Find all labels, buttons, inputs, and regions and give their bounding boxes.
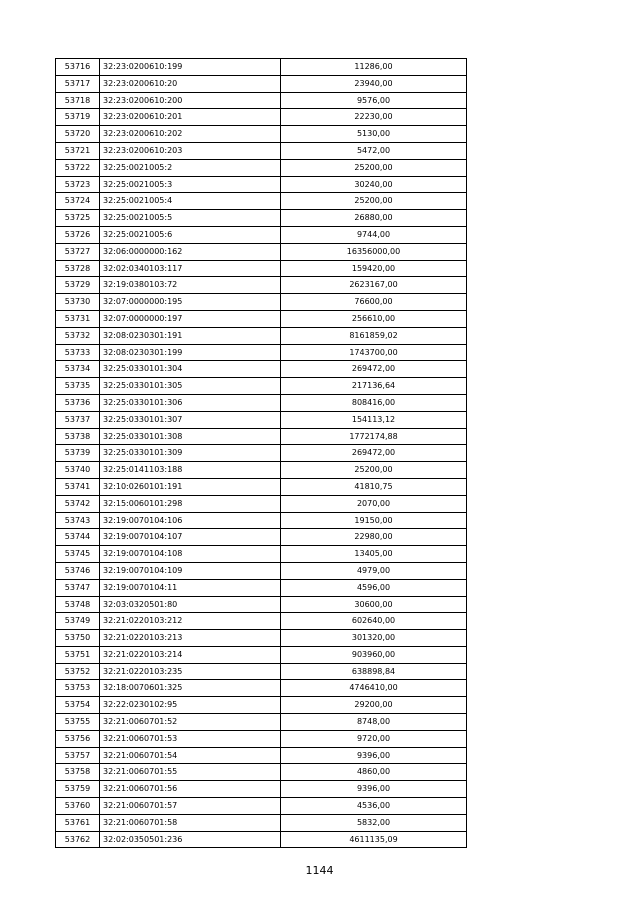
cadastral-number: 32:21:0060701:58	[100, 814, 281, 831]
cadastral-value: 269472,00	[281, 361, 467, 378]
row-number: 53755	[56, 714, 100, 731]
cadastral-number: 32:23:0200610:199	[100, 59, 281, 76]
cadastral-value: 23940,00	[281, 75, 467, 92]
row-number: 53731	[56, 310, 100, 327]
row-number: 53757	[56, 747, 100, 764]
row-number: 53739	[56, 445, 100, 462]
cadastral-number: 32:25:0021005:5	[100, 210, 281, 227]
row-number: 53748	[56, 596, 100, 613]
cadastral-value: 154113,12	[281, 411, 467, 428]
row-number: 53756	[56, 730, 100, 747]
cadastral-number: 32:25:0021005:2	[100, 159, 281, 176]
cadastral-number: 32:25:0330101:305	[100, 378, 281, 395]
cadastral-value: 4979,00	[281, 562, 467, 579]
table-row	[56, 159, 467, 176]
table-row	[56, 210, 467, 227]
cadastral-number: 32:07:0000000:197	[100, 310, 281, 327]
cadastral-value: 301320,00	[281, 630, 467, 647]
cadastral-value: 8748,00	[281, 714, 467, 731]
cadastral-number: 32:21:0060701:53	[100, 730, 281, 747]
cadastral-number: 32:23:0200610:20	[100, 75, 281, 92]
row-number: 53717	[56, 75, 100, 92]
cadastral-number: 32:08:0230301:191	[100, 327, 281, 344]
cadastral-value: 903960,00	[281, 646, 467, 663]
table-row	[56, 562, 467, 579]
cadastral-value: 11286,00	[281, 59, 467, 76]
row-number: 53724	[56, 193, 100, 210]
cadastral-value: 602640,00	[281, 613, 467, 630]
table-row	[56, 680, 467, 697]
table-row	[56, 75, 467, 92]
row-number: 53733	[56, 344, 100, 361]
table-row	[56, 193, 467, 210]
cadastral-value: 2070,00	[281, 495, 467, 512]
row-number: 53749	[56, 613, 100, 630]
cadastral-number: 32:25:0021005:3	[100, 176, 281, 193]
row-number: 53716	[56, 59, 100, 76]
table-row	[56, 260, 467, 277]
table-row	[56, 59, 467, 76]
cadastral-value: 9720,00	[281, 730, 467, 747]
table-row	[56, 814, 467, 831]
table-row	[56, 747, 467, 764]
table-row	[56, 428, 467, 445]
table-row	[56, 512, 467, 529]
cadastral-number: 32:19:0070104:108	[100, 546, 281, 563]
cadastral-number: 32:19:0380103:72	[100, 277, 281, 294]
table-row	[56, 176, 467, 193]
cadastral-value-table	[55, 58, 467, 848]
cadastral-value: 2623167,00	[281, 277, 467, 294]
cadastral-number: 32:25:0141103:188	[100, 462, 281, 479]
table-row	[56, 394, 467, 411]
cadastral-number: 32:15:0060101:298	[100, 495, 281, 512]
row-number: 53741	[56, 478, 100, 495]
row-number: 53750	[56, 630, 100, 647]
table-row	[56, 630, 467, 647]
row-number: 53753	[56, 680, 100, 697]
cadastral-value: 4596,00	[281, 579, 467, 596]
row-number: 53732	[56, 327, 100, 344]
cadastral-value: 4860,00	[281, 764, 467, 781]
row-number: 53730	[56, 294, 100, 311]
table-row	[56, 344, 467, 361]
table-row	[56, 697, 467, 714]
row-number: 53720	[56, 126, 100, 143]
cadastral-number: 32:25:0330101:307	[100, 411, 281, 428]
row-number: 53728	[56, 260, 100, 277]
cadastral-number: 32:21:0060701:55	[100, 764, 281, 781]
row-number: 53726	[56, 226, 100, 243]
row-number: 53754	[56, 697, 100, 714]
cadastral-value: 22230,00	[281, 109, 467, 126]
row-number: 53735	[56, 378, 100, 395]
table-row	[56, 310, 467, 327]
table-row	[56, 579, 467, 596]
cadastral-number: 32:21:0060701:56	[100, 781, 281, 798]
row-number: 53761	[56, 814, 100, 831]
cadastral-value: 5472,00	[281, 142, 467, 159]
cadastral-number: 32:08:0230301:199	[100, 344, 281, 361]
cadastral-number: 32:23:0200610:200	[100, 92, 281, 109]
table-row	[56, 411, 467, 428]
cadastral-value: 13405,00	[281, 546, 467, 563]
table-row	[56, 764, 467, 781]
row-number: 53719	[56, 109, 100, 126]
cadastral-number: 32:25:0330101:304	[100, 361, 281, 378]
row-number: 53723	[56, 176, 100, 193]
cadastral-value: 256610,00	[281, 310, 467, 327]
row-number: 53747	[56, 579, 100, 596]
cadastral-number: 32:19:0070104:107	[100, 529, 281, 546]
cadastral-number: 32:21:0220103:212	[100, 613, 281, 630]
cadastral-value: 4536,00	[281, 798, 467, 815]
cadastral-number: 32:21:0060701:54	[100, 747, 281, 764]
table-row	[56, 109, 467, 126]
row-number: 53729	[56, 277, 100, 294]
cadastral-value: 25200,00	[281, 193, 467, 210]
table-row	[56, 529, 467, 546]
cadastral-value: 808416,00	[281, 394, 467, 411]
cadastral-number: 32:21:0060701:57	[100, 798, 281, 815]
cadastral-value: 25200,00	[281, 159, 467, 176]
row-number: 53725	[56, 210, 100, 227]
cadastral-value: 269472,00	[281, 445, 467, 462]
table-row	[56, 462, 467, 479]
cadastral-value: 1743700,00	[281, 344, 467, 361]
table-row	[56, 646, 467, 663]
cadastral-number: 32:07:0000000:195	[100, 294, 281, 311]
cadastral-number: 32:21:0220103:214	[100, 646, 281, 663]
row-number: 53751	[56, 646, 100, 663]
row-number: 53762	[56, 831, 100, 848]
table-row	[56, 596, 467, 613]
table-row	[56, 294, 467, 311]
table-row	[56, 495, 467, 512]
cadastral-value: 19150,00	[281, 512, 467, 529]
cadastral-value: 9744,00	[281, 226, 467, 243]
row-number: 53745	[56, 546, 100, 563]
cadastral-number: 32:23:0200610:203	[100, 142, 281, 159]
row-number: 53737	[56, 411, 100, 428]
table-row	[56, 277, 467, 294]
cadastral-number: 32:18:0070601:325	[100, 680, 281, 697]
cadastral-number: 32:25:0330101:306	[100, 394, 281, 411]
cadastral-number: 32:10:0260101:191	[100, 478, 281, 495]
cadastral-number: 32:23:0200610:202	[100, 126, 281, 143]
cadastral-value: 9576,00	[281, 92, 467, 109]
cadastral-number: 32:03:0320501:80	[100, 596, 281, 613]
cadastral-value: 25200,00	[281, 462, 467, 479]
table-row	[56, 126, 467, 143]
table-row	[56, 781, 467, 798]
cadastral-number: 32:25:0021005:4	[100, 193, 281, 210]
page-number: 1144	[305, 864, 334, 877]
cadastral-value: 5832,00	[281, 814, 467, 831]
table-row	[56, 613, 467, 630]
table-row	[56, 226, 467, 243]
row-number: 53722	[56, 159, 100, 176]
table-row	[56, 663, 467, 680]
cadastral-value: 29200,00	[281, 697, 467, 714]
cadastral-value: 1772174,88	[281, 428, 467, 445]
row-number: 53718	[56, 92, 100, 109]
table-row	[56, 445, 467, 462]
cadastral-value: 4611135,09	[281, 831, 467, 848]
row-number: 53758	[56, 764, 100, 781]
cadastral-value: 9396,00	[281, 747, 467, 764]
cadastral-number: 32:06:0000000:162	[100, 243, 281, 260]
row-number: 53744	[56, 529, 100, 546]
row-number: 53721	[56, 142, 100, 159]
table-row	[56, 327, 467, 344]
table-row	[56, 798, 467, 815]
table-body	[56, 59, 467, 848]
table-row	[56, 243, 467, 260]
cadastral-number: 32:02:0340103:117	[100, 260, 281, 277]
row-number: 53734	[56, 361, 100, 378]
cadastral-value: 638898,84	[281, 663, 467, 680]
row-number: 53742	[56, 495, 100, 512]
cadastral-number: 32:23:0200610:201	[100, 109, 281, 126]
cadastral-value: 76600,00	[281, 294, 467, 311]
table-row	[56, 831, 467, 848]
row-number: 53740	[56, 462, 100, 479]
cadastral-number: 32:25:0330101:309	[100, 445, 281, 462]
row-number: 53736	[56, 394, 100, 411]
cadastral-number: 32:21:0060701:52	[100, 714, 281, 731]
cadastral-value: 9396,00	[281, 781, 467, 798]
row-number: 53759	[56, 781, 100, 798]
cadastral-number: 32:19:0070104:11	[100, 579, 281, 596]
row-number: 53752	[56, 663, 100, 680]
cadastral-value: 159420,00	[281, 260, 467, 277]
cadastral-number: 32:19:0070104:109	[100, 562, 281, 579]
table-row	[56, 478, 467, 495]
cadastral-value: 5130,00	[281, 126, 467, 143]
table-row	[56, 92, 467, 109]
cadastral-number: 32:21:0220103:235	[100, 663, 281, 680]
row-number: 53760	[56, 798, 100, 815]
cadastral-number: 32:19:0070104:106	[100, 512, 281, 529]
row-number: 53743	[56, 512, 100, 529]
cadastral-number: 32:02:0350501:236	[100, 831, 281, 848]
table-row	[56, 361, 467, 378]
cadastral-value: 30600,00	[281, 596, 467, 613]
cadastral-value: 217136,64	[281, 378, 467, 395]
cadastral-number: 32:22:0230102:95	[100, 697, 281, 714]
cadastral-value: 26880,00	[281, 210, 467, 227]
row-number: 53727	[56, 243, 100, 260]
cadastral-value: 16356000,00	[281, 243, 467, 260]
table-row	[56, 142, 467, 159]
cadastral-value: 4746410,00	[281, 680, 467, 697]
cadastral-number: 32:21:0220103:213	[100, 630, 281, 647]
table-row	[56, 714, 467, 731]
row-number: 53746	[56, 562, 100, 579]
cadastral-value: 22980,00	[281, 529, 467, 546]
table-row	[56, 546, 467, 563]
table-row	[56, 730, 467, 747]
cadastral-value: 41810,75	[281, 478, 467, 495]
cadastral-number: 32:25:0021005:6	[100, 226, 281, 243]
cadastral-number: 32:25:0330101:308	[100, 428, 281, 445]
cadastral-value: 8161859,02	[281, 327, 467, 344]
row-number: 53738	[56, 428, 100, 445]
table-row	[56, 378, 467, 395]
cadastral-value: 30240,00	[281, 176, 467, 193]
